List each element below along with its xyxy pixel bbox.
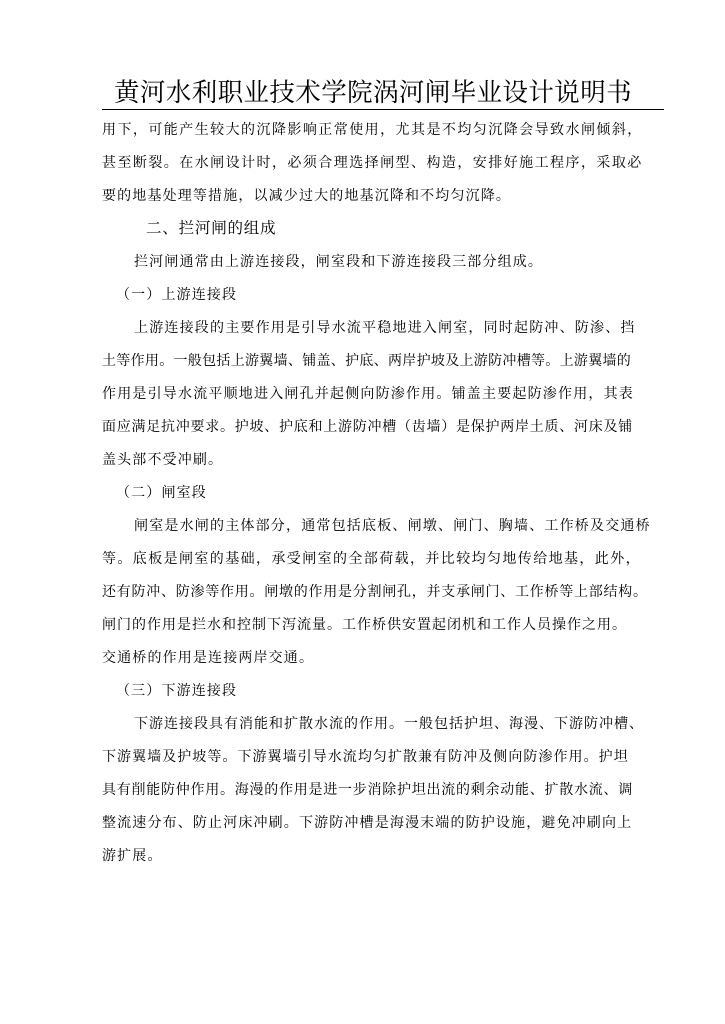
- body-line: 甚至断裂。在水闸设计时，必须合理选择闸型、构造，安排好施工程序，采取必: [102, 155, 643, 171]
- subsection-heading: （一）上游连接段: [116, 287, 238, 303]
- page-title: 黄河水利职业技术学院涡河闸毕业设计说明书: [114, 78, 633, 108]
- body-line: 拦河闸通常由上游连接段，闸室段和下游连接段三部分组成。: [134, 254, 544, 270]
- body-line: 上游连接段的主要作用是引导水流平稳地进入闸室，同时起防冲、防渗、挡: [134, 320, 636, 336]
- body-line: 土等作用。一般包括上游翼墙、铺盖、护底、两岸护坡及上游防冲槽等。上游翼墙的: [102, 353, 632, 369]
- body-line: 盖头部不受冲刷。: [102, 452, 224, 468]
- body-line: 面应满足抗冲要求。护坡、护底和上游防冲槽（齿墙）是保护两岸土质、河床及铺: [102, 419, 633, 435]
- subsection-heading: （二）闸室段: [116, 485, 207, 501]
- body-line: 还有防冲、防渗等作用。闸墩的作用是分割闸孔，并支承闸门、工作桥等上部结构。: [102, 584, 648, 600]
- body-line: 要的地基处理等措施，以减少过大的地基沉降和不均匀沉降。: [102, 188, 512, 204]
- body-line: 整流速分布、防止河床冲刷。下游防冲槽是海漫末端的防护设施，避免冲刷向上: [102, 815, 633, 831]
- body-line: 用下，可能产生较大的沉降影响正常使用，尤其是不均匀沉降会导致水闸倾斜，: [102, 122, 643, 138]
- body-line: 闸门的作用是拦水和控制下泻流量。工作桥供安置起闭机和工作人员操作之用。: [102, 617, 627, 633]
- subsection-heading: （三）下游连接段: [116, 683, 238, 699]
- body-line: 交通桥的作用是连接两岸交通。: [102, 650, 315, 666]
- section-heading: 二、拦河闸的组成: [146, 219, 277, 237]
- body-line: 下游连接段具有消能和扩散水流的作用。一般包括护坦、海漫、下游防冲槽、: [134, 716, 644, 732]
- body-line: 等。底板是闸室的基础，承受闸室的全部荷载，并比较均匀地传给地基，此外，: [102, 551, 641, 567]
- body-line: 作用是引导水流平顺地进入闸孔并起侧向防渗作用。铺盖主要起防渗作用，其表: [102, 386, 634, 402]
- title-underline: [102, 109, 664, 110]
- body-line: 具有削能防仲作用。海漫的作用是进一步消除护坦出流的剩余动能、扩散水流、调: [102, 782, 633, 798]
- body-line: 游扩展。: [102, 848, 163, 864]
- body-line: 下游翼墙及护坡等。下游翼墙引导水流均匀扩散兼有防冲及侧向防渗作用。护坦: [102, 749, 629, 765]
- body-line: 闸室是水闸的主体部分，通常包括底板、闸墩、闸门、胸墙、工作桥及交通桥: [134, 518, 651, 534]
